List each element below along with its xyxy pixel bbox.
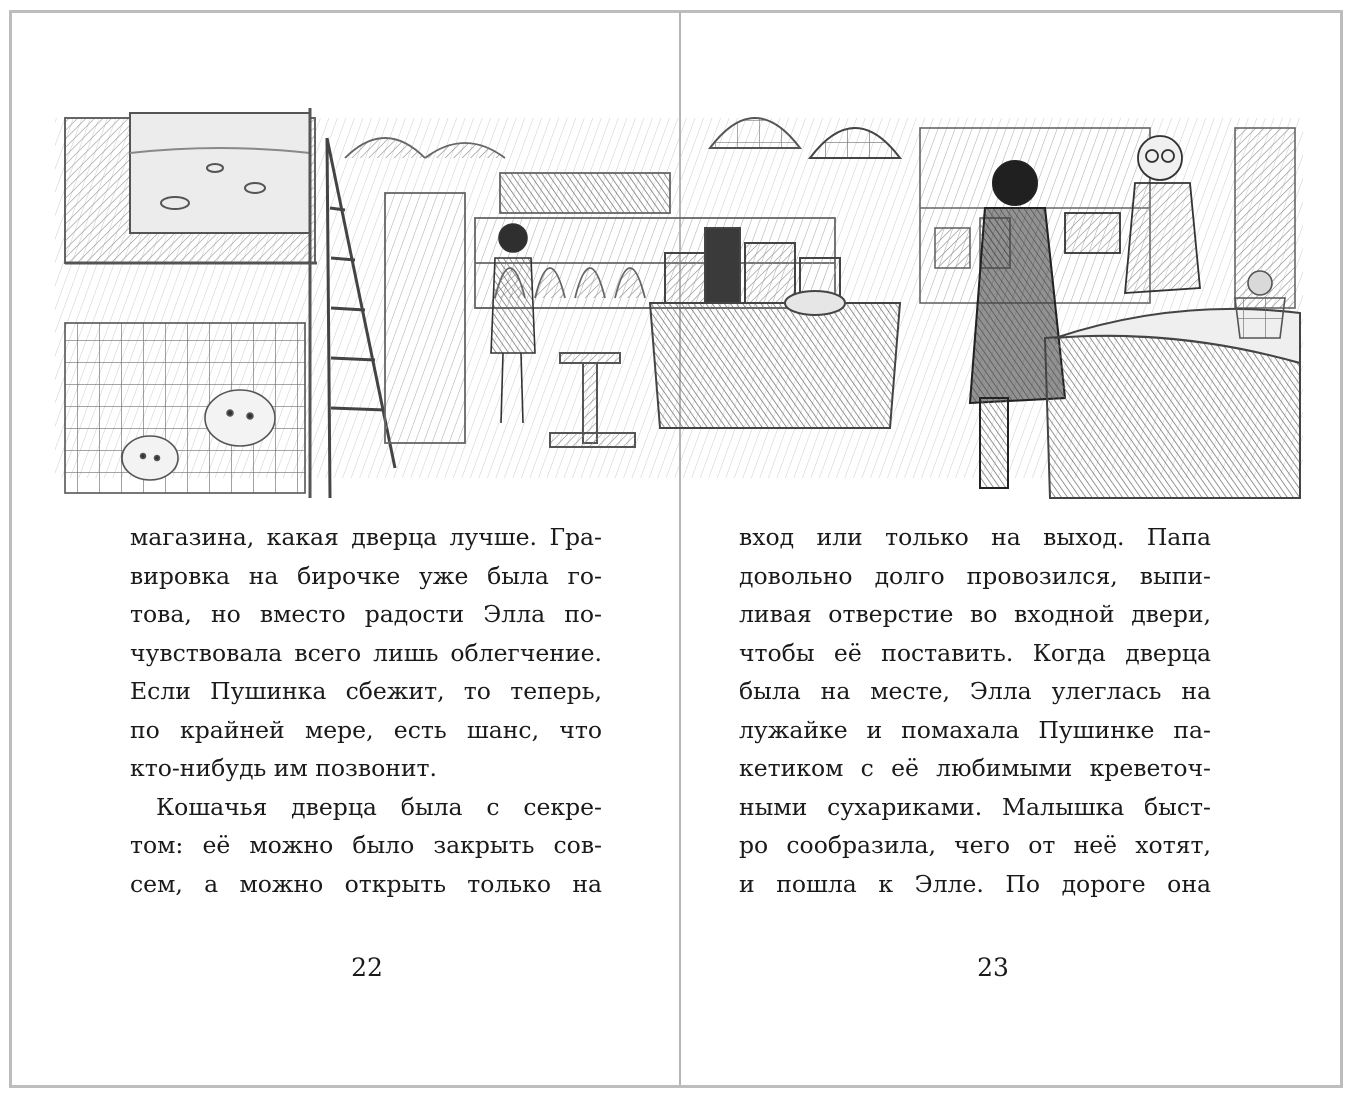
text-line: чувствовала всего лишь облегчение.: [130, 638, 602, 667]
page-number-right: 23: [977, 953, 1009, 982]
text-line: Если Пушинка сбежит, то теперь,: [130, 677, 602, 705]
text-line: кто-нибудь им позвонит.: [130, 754, 438, 782]
text-line: лужайке и помахала Пушинке па-: [739, 715, 1211, 744]
text-line: по крайней мере, есть шанс, что: [130, 715, 602, 744]
text-line: чтобы её поставить. Когда дверца: [739, 638, 1211, 667]
text-line: ливая отверстие во входной двери,: [739, 600, 1211, 628]
text-line: сем, а можно открыть только на: [130, 869, 602, 898]
text-line: кетиком с её любимыми креветоч-: [739, 754, 1211, 782]
page-number-left: 22: [351, 953, 383, 982]
text-line: вход или только на выход. Папа: [739, 523, 1211, 551]
text-line: была на месте, Элла улеглась на: [739, 677, 1211, 705]
text-line: ро сообразила, чего от неё хотят,: [739, 831, 1211, 859]
text-line: ными сухариками. Малышка быст-: [739, 792, 1211, 821]
text-line: том: её можно было закрыть сов-: [130, 831, 602, 859]
right-page-text: [739, 518, 1211, 903]
dog-cage: [65, 323, 305, 493]
text-line: това, но вместо радости Элла по-: [130, 600, 602, 628]
text-line: магазина, какая дверца лучше. Гра-: [130, 523, 602, 551]
text-line: довольно долго провозился, выпи-: [739, 561, 1211, 590]
book-spread: [9, 10, 1343, 1088]
text-line: Кошачья дверца была с секре-: [156, 792, 602, 821]
text-line: вировка на бирочке уже была го-: [130, 561, 602, 590]
left-page-text: [130, 518, 602, 903]
pet-shop-illustration: [55, 98, 1303, 503]
text-line: и пошла к Элле. По дороге она: [739, 869, 1211, 898]
